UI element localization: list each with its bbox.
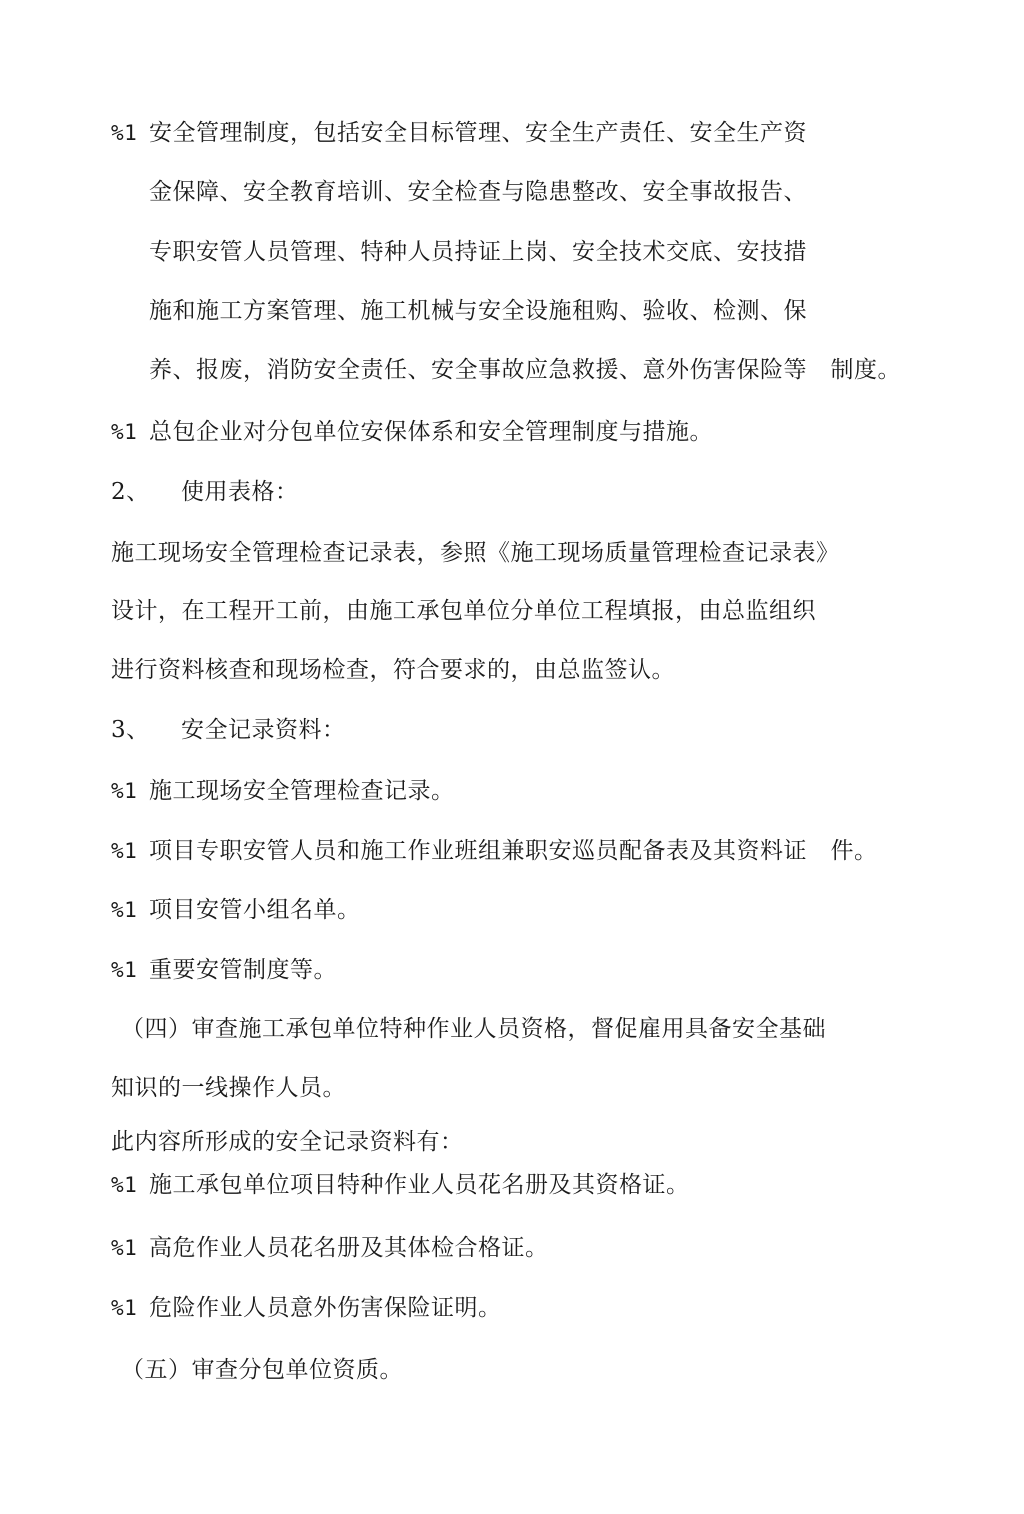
list-item-text: 危险作业人员意外伤害保险证明。	[149, 1295, 502, 1321]
list-marker: %1	[111, 839, 138, 863]
list-item-text: 施工承包单位项目特种作业人员花名册及其资格证。	[149, 1172, 690, 1198]
list-item	[111, 955, 337, 985]
list-marker: %1	[111, 1236, 138, 1260]
list-marker: %1	[111, 898, 138, 922]
list-item-text: 项目安管小组名单。	[149, 897, 361, 923]
heading-number: 3、	[111, 717, 150, 743]
list-item-continuation: 施和施工方案管理、施工机械与安全设施租购、验收、检测、保	[149, 298, 807, 324]
list-item	[111, 417, 713, 447]
list-item-continuation: 金保障、安全教育培训、安全检查与隐患整改、安全事故报告、	[149, 179, 807, 205]
paragraph-line: 此内容所形成的安全记录资料有：	[111, 1129, 464, 1155]
list-item	[111, 836, 878, 866]
list-item-text: 总包企业对分包单位安保体系和安全管理制度与措施。	[149, 419, 713, 445]
section-heading: （五）审查分包单位资质。	[121, 1357, 403, 1383]
list-marker: %1	[111, 779, 138, 803]
list-item-text: 施工现场安全管理检查记录。	[149, 778, 455, 804]
paragraph-line: 进行资料核查和现场检查，符合要求的，由总监签认。	[111, 657, 675, 683]
section-heading	[111, 715, 346, 745]
paragraph-line: （四）审查施工承包单位特种作业人员资格，督促雇用具备安全基础	[121, 1016, 826, 1042]
list-item-text: 安全管理制度，包括安全目标管理、安全生产责任、安全生产资	[149, 120, 807, 146]
paragraph-line: 设计，在工程开工前，由施工承包单位分单位工程填报，由总监组织	[111, 598, 816, 624]
list-marker: %1	[111, 121, 138, 145]
heading-text: 使用表格：	[181, 479, 299, 505]
list-item	[111, 1293, 502, 1323]
section-heading	[111, 477, 299, 507]
heading-number: 2、	[111, 479, 150, 505]
list-marker: %1	[111, 1296, 138, 1320]
list-item-text: 项目专职安管人员和施工作业班组兼职安巡员配备表及其资料证 件。	[149, 838, 878, 864]
list-item-continuation: 专职安管人员管理、特种人员持证上岗、安全技术交底、安技措	[149, 239, 807, 265]
paragraph-line: 知识的一线操作人员。	[111, 1075, 346, 1101]
list-item-text: 重要安管制度等。	[149, 957, 337, 983]
list-marker: %1	[111, 1173, 138, 1197]
list-marker: %1	[111, 420, 138, 444]
list-item	[111, 1170, 690, 1200]
paragraph-line: 施工现场安全管理检查记录表，参照《施工现场质量管理检查记录表》	[111, 540, 840, 566]
list-item	[111, 1233, 549, 1263]
list-item	[111, 776, 455, 806]
heading-text: 安全记录资料：	[181, 717, 346, 743]
list-item-continuation: 养、报废，消防安全责任、安全事故应急救援、意外伤害保险等 制度。	[149, 357, 901, 383]
list-item	[111, 118, 807, 148]
list-marker: %1	[111, 958, 138, 982]
list-item-text: 高危作业人员花名册及其体检合格证。	[149, 1235, 549, 1261]
list-item	[111, 895, 361, 925]
